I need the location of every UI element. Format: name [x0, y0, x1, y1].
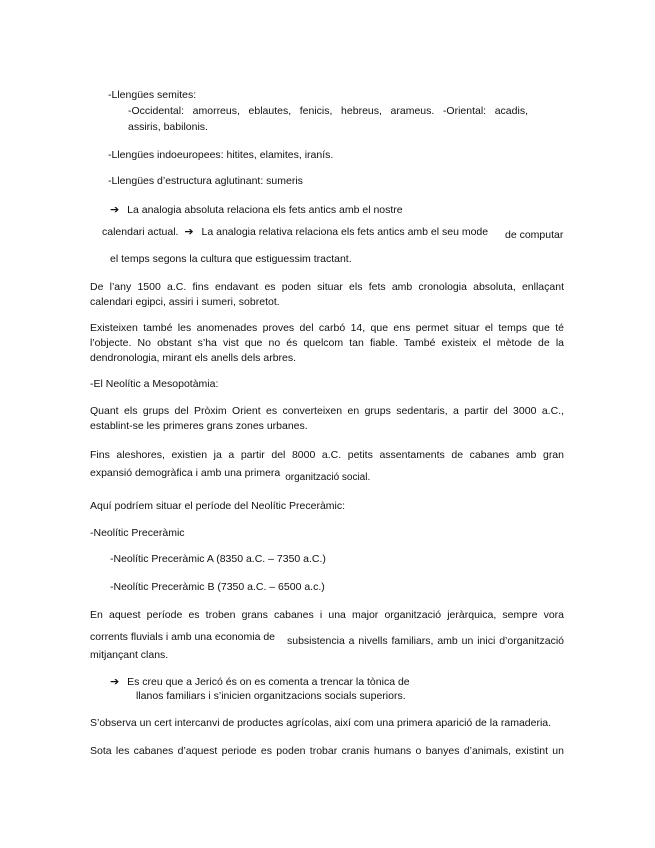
semites-line-2: assiris, babilonis. [128, 121, 208, 133]
para8-line: Sota les cabanes d’aquest periode es poden trobar cranis humans o banyes d’animals, existint un [90, 745, 564, 757]
analogia-line-2 [102, 224, 488, 240]
neolitic-heading: -El Neolític a Mesopotàmia: [90, 378, 219, 390]
analogia-relativa-text: La analogia relativa relaciona els fets antics amb el seu mode [201, 226, 489, 238]
semites-line-1: -Occidental: amorreus, eblautes, fenicis, hebreus, arameus. -Oriental: acadis, [128, 105, 528, 117]
para1-line-2: calendari egipci, assiri i sumeri, sobretot. [90, 296, 280, 308]
jerico-text: Es creu que a Jericó és on es comenta a trencar la tònica de [127, 676, 410, 688]
para4-line-2 [90, 466, 370, 481]
para4-line-1: Fins aleshores, existien ja a partir del 8000 a.C. petits assentaments de cabanes amb gran [90, 449, 564, 461]
analogia-line-1 [110, 202, 403, 218]
para4-line-2-end: organització social. [285, 472, 371, 483]
aglutinant-line: -Llengües d’estructura aglutinant: sumeris [108, 175, 303, 187]
analogia-absoluta-text: La analogia absoluta relaciona els fets antics amb el nostre [127, 204, 403, 216]
para6-line-3: mitjançant clans. [90, 649, 169, 661]
jerico-line-1 [110, 674, 410, 690]
preceramic-b: -Neolític Preceràmic B (7350 a.C. – 6500 a.c.) [110, 581, 325, 593]
para3-line-2: establint-se les primeres grans zones urbanes. [90, 420, 308, 432]
analogia-line-3: el temps segons la cultura que estiguessim tractant. [110, 253, 352, 265]
preceramic-heading: -Neolític Preceràmic [90, 527, 185, 539]
analogia-line-2-start: calendari actual. [102, 226, 179, 238]
arrow-right-icon: ➔ [184, 225, 194, 238]
para6-line-2-end: subsistencia a nivells familiars, amb un inici d’organització [287, 635, 564, 647]
para1-line-1: De l’any 1500 a.C. fins endavant es poden situar els fets amb cronologia absoluta, enllaçant [90, 281, 564, 293]
jerico-line-2: llanos familiars i s’inicien organitzacions socials superiors. [136, 690, 406, 702]
semites-heading: -Llengües semites: [108, 89, 197, 101]
para3-line-1: Quant els grups del Pròxim Orient es converteixen en grups sedentaris, a partir del 3000 a.C., [90, 405, 564, 417]
para2-line-3: dendronologia, mirant els anells dels arbres. [90, 352, 297, 364]
indoeuropees-line: -Llengües indoeuropees: hitites, elamites, iranís. [108, 149, 334, 161]
para2-line-1: Existeixen també les anomenades proves del carbó 14, que ens permet situar el temps que té [90, 322, 564, 334]
preceramic-a: -Neolític Preceràmic A (8350 a.C. – 7350 a.C.) [110, 553, 326, 565]
para4-line-2-start: expansió demogràfica i amb una primera [90, 467, 281, 479]
para7-line: S’observa un cert intercanvi de productes agrícolas, així com una primera aparició de la ramaderia. [90, 717, 552, 729]
para5-line: Aquí podríem situar el període del Neolític Preceràmic: [90, 500, 346, 512]
para6-line-2-start: corrents fluvials i amb una economia de [90, 631, 276, 643]
arrow-right-icon: ➔ [110, 675, 120, 688]
para6-line-1: En aquest període es troben grans cabanes i una major organització jeràrquica, sempre vora [90, 609, 564, 621]
analogia-line-2-end: de computar [505, 229, 564, 241]
para2-line-2: l’objecte. No obstant s’ha vist que no és quelcom tan fiable. També existeix el mètode de la [90, 337, 564, 349]
arrow-right-icon: ➔ [110, 203, 120, 216]
